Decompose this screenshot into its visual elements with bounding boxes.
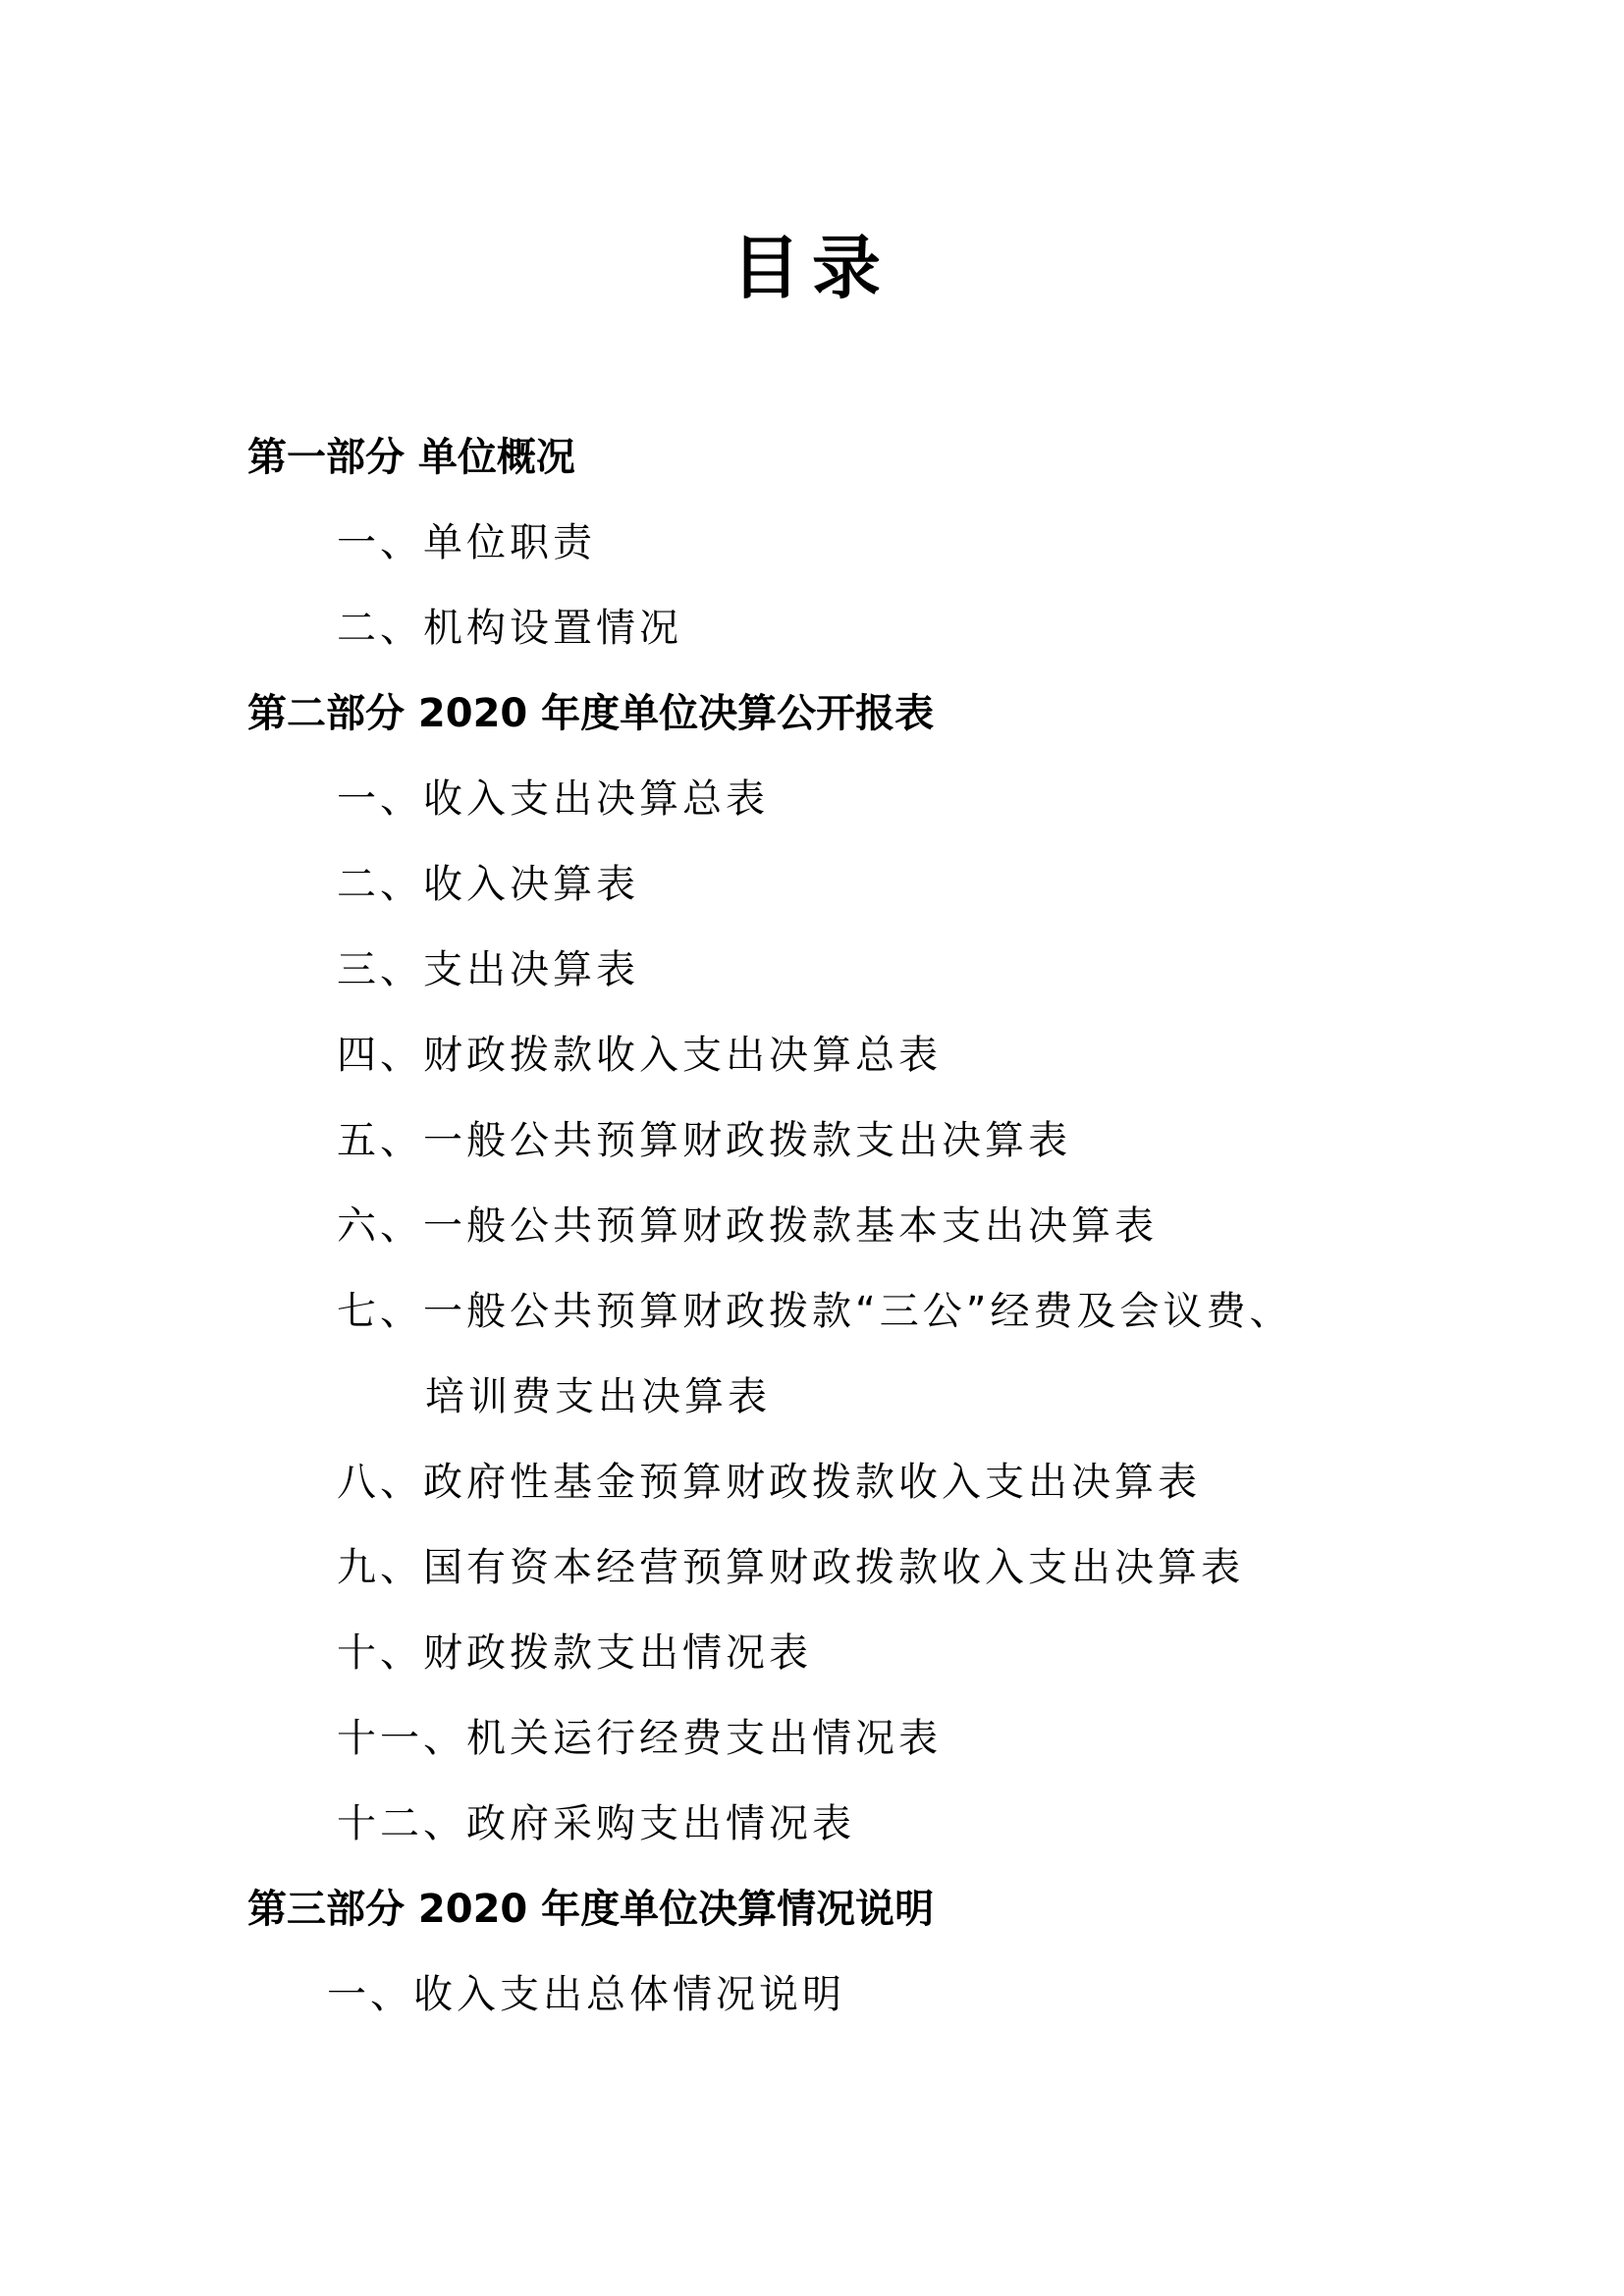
toc-item-income-expense-summary: 一、收入支出决算总表 — [337, 776, 769, 822]
toc-item-three-public-expenses: 七、一般公共预算财政拨款“三公”经费及会议费、 — [337, 1289, 1293, 1334]
toc-item-organization: 二、机构设置情况 — [337, 606, 682, 651]
toc-item-expense-table: 三、支出决算表 — [337, 947, 639, 992]
toc-part-3: 第三部分 2020 年度单位决算情况说明 — [247, 1887, 935, 1932]
toc-item-government-fund: 八、政府性基金预算财政拨款收入支出决算表 — [337, 1460, 1201, 1505]
toc-item-operating-funds: 十一、机关运行经费支出情况表 — [337, 1716, 942, 1761]
toc-item-general-budget-expense: 五、一般公共预算财政拨款支出决算表 — [337, 1118, 1071, 1163]
toc-item-general-budget-basic-expense: 六、一般公共预算财政拨款基本支出决算表 — [337, 1203, 1158, 1249]
toc-item-fiscal-expense-status: 十、财政拨款支出情况表 — [337, 1630, 812, 1676]
toc-item-fiscal-summary: 四、财政拨款收入支出决算总表 — [337, 1033, 942, 1078]
page-title: 目录 — [731, 228, 893, 308]
toc-item-overall-explanation: 一、收入支出总体情况说明 — [327, 1972, 845, 2017]
toc-item-government-procurement: 十二、政府采购支出情况表 — [337, 1801, 855, 1846]
toc-part-2: 第二部分 2020 年度单位决算公开报表 — [247, 691, 935, 736]
toc-item-state-capital: 九、国有资本经营预算财政拨款收入支出决算表 — [337, 1545, 1244, 1590]
toc-item-unit-duties: 一、单位职责 — [337, 520, 596, 565]
toc-item-income-table: 二、收入决算表 — [337, 862, 639, 907]
toc-item-three-public-expenses-continuation: 培训费支出决算表 — [425, 1374, 771, 1419]
toc-part-1: 第一部分 单位概况 — [247, 435, 575, 480]
